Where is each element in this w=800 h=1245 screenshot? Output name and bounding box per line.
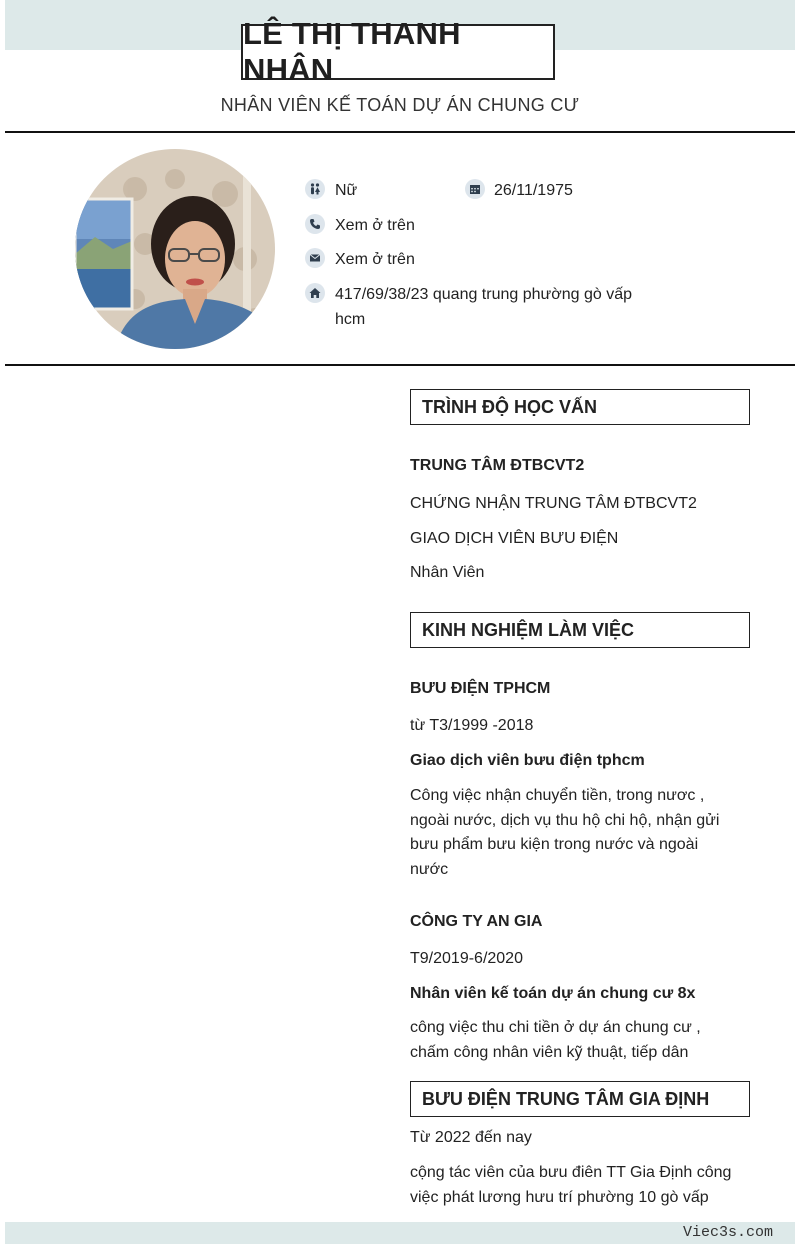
extra-period: Từ 2022 đến nay — [410, 1129, 532, 1146]
email-icon — [305, 248, 325, 268]
education-school: TRUNG TÂM ĐTBCVT2 — [410, 457, 585, 474]
address-line-1: 417/69/38/23 quang trung phường gò vấp — [335, 286, 632, 303]
phone-value: Xem ở trên — [335, 217, 415, 234]
gender-value: Nữ — [335, 182, 358, 199]
job-2-period: T9/2019-6/2020 — [410, 950, 523, 967]
divider-top — [5, 131, 795, 133]
gender-icon — [305, 179, 325, 199]
job-2-description — [410, 1016, 755, 1065]
home-icon — [305, 283, 325, 303]
phone-icon — [305, 214, 325, 234]
job-1-desc-line: Công việc nhận chuyển tiền, trong nươc , — [410, 787, 705, 804]
job-2-company: CÔNG TY AN GIA — [410, 913, 543, 930]
extra-desc-line: việc phát lương hưu trí phường 10 gò vấp — [410, 1188, 709, 1206]
avatar — [75, 149, 275, 349]
job-2-position: Nhân viên kế toán dự án chung cư 8x — [410, 985, 696, 1002]
experience-heading: KINH NGHIỆM LÀM VIỆC — [410, 612, 750, 648]
education-major: GIAO DỊCH VIÊN BƯU ĐIỆN — [410, 530, 619, 547]
candidate-name: LÊ THỊ THANH NHÂN — [241, 24, 555, 80]
education-level: Nhân Viên — [410, 564, 485, 581]
education-certificate: CHỨNG NHẬN TRUNG TÂM ĐTBCVT2 — [410, 495, 697, 512]
address-value — [335, 282, 632, 332]
address-line-2: hcm — [335, 311, 366, 328]
job-1-desc-line: ngoài nước, dịch vụ thu hộ chi hộ, nhận gửi — [410, 811, 720, 829]
brand-link[interactable]: Viec3s.com — [682, 1224, 773, 1241]
job-2-desc-line: công việc thu chi tiền ở dự án chung cư , — [410, 1019, 701, 1036]
job-1-company: BƯU ĐIỆN TPHCM — [410, 680, 551, 697]
job-2-desc-line: chấm công nhân viên kỹ thuật, tiếp dân — [410, 1043, 689, 1061]
extra-description — [410, 1161, 755, 1210]
email-value: Xem ở trên — [335, 251, 415, 268]
calendar-icon — [465, 179, 485, 199]
education-heading: TRÌNH ĐỘ HỌC VẤN — [410, 389, 750, 425]
job-1-description — [410, 784, 755, 882]
job-1-period: từ T3/1999 -2018 — [410, 717, 534, 734]
job-1-desc-line: nước — [410, 860, 449, 878]
extra-desc-line: cộng tác viên của bưu điên TT Gia Định công — [410, 1164, 732, 1181]
footer-band — [5, 1222, 795, 1244]
extra-heading: BƯU ĐIỆN TRUNG TÂM GIA ĐỊNH — [410, 1081, 750, 1117]
birthday-value: 26/11/1975 — [494, 182, 573, 199]
job-title: NHÂN VIÊN KẾ TOÁN DỰ ÁN CHUNG CƯ — [220, 95, 580, 115]
job-1-desc-line: bưu phẩm bưu kiện trong nước và ngoài — [410, 836, 699, 853]
divider-middle — [5, 364, 795, 366]
job-1-position: Giao dịch viên bưu điện tphcm — [410, 752, 645, 769]
